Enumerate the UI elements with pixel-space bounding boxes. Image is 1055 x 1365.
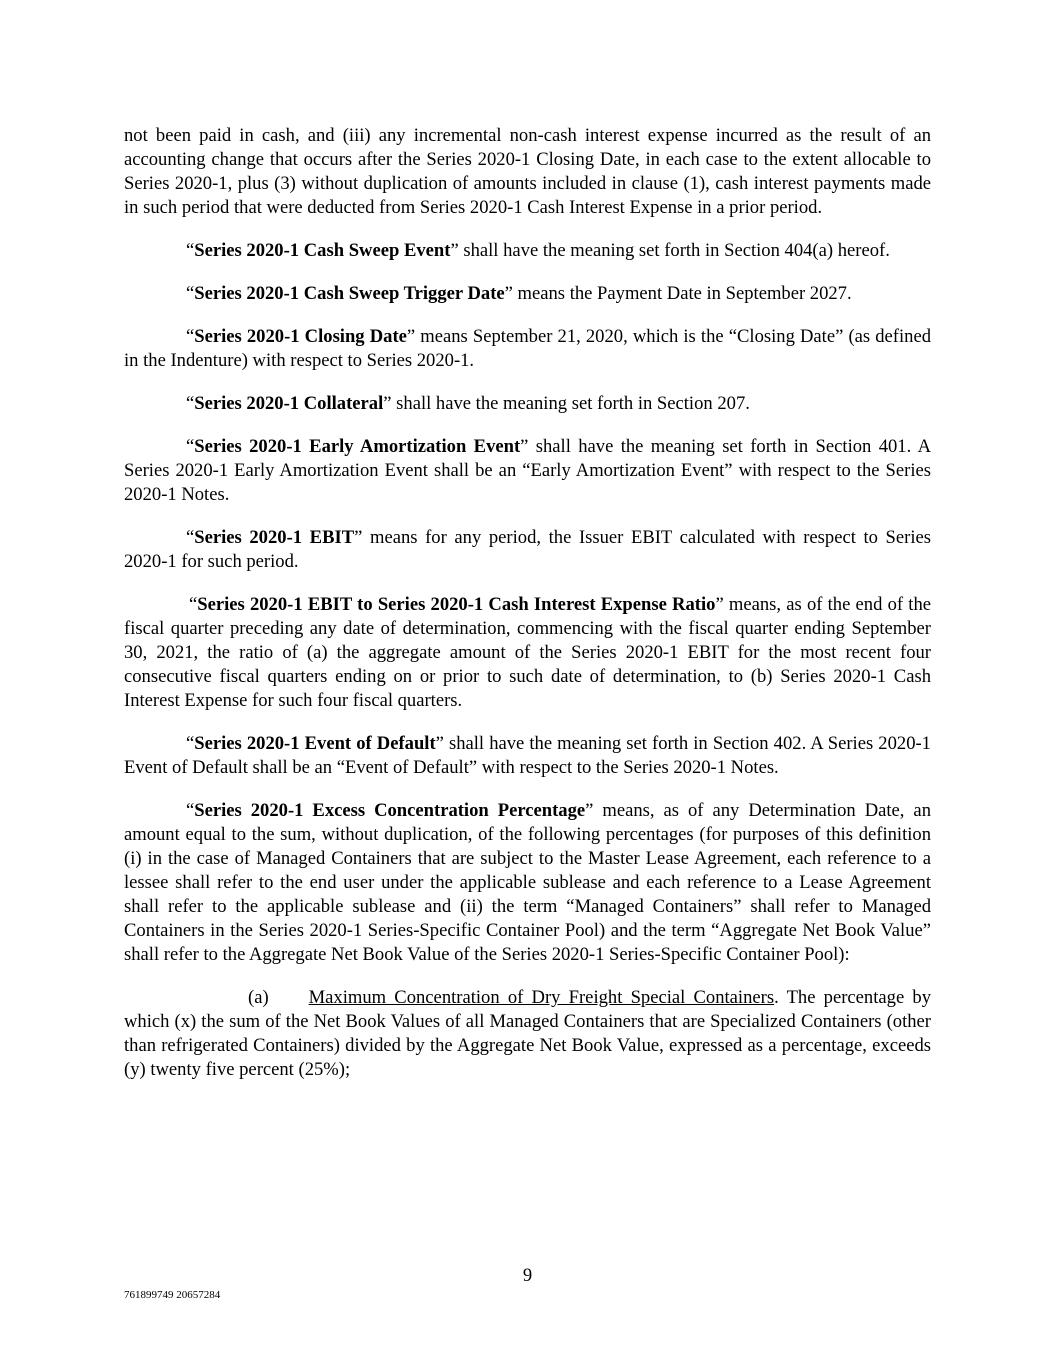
clause-a: (a) Maximum Concentration of Dry Freight Special Containers. The percentage by which (x) the sum of the Net Book Values of all Managed Containers that are Specialized Containers (other than refrigerated Containers) divided by the Aggregate Net Book Value, expressed as a percentage, exceeds (y) twenty five percent (25%); [124, 987, 931, 1080]
page-number: 9 [522, 1265, 533, 1286]
definition-ebit-ratio: “Series 2020-1 EBIT to Series 2020-1 Cash Interest Expense Ratio” means, as of the end of the fiscal quarter preceding any date of determination, commencing with the fiscal quarter ending September 30, 2021, the ratio of (a) the aggregate amount of the Series 2020-1 EBIT for the most recent four consecutive fiscal quarters ending on or prior to such date of determination, to (b) Series 2020-1 Cash Interest Expense for such four fiscal quarters. [124, 594, 932, 711]
document-body [124, 124, 931, 1082]
defined-term: Series 2020-1 Closing Date [194, 326, 407, 347]
definition-early-amortization-event: “Series 2020-1 Early Amortization Event” shall have the meaning set forth in Section 401. A Series 2020-1 Early Amortization Event shall be an “Early Amortization Event” with respect to the Series 2020-1 Notes. [124, 436, 932, 505]
defined-term: Series 2020-1 Event of Default [194, 733, 436, 754]
defined-term: Series 2020-1 Collateral [194, 393, 384, 414]
defined-term: Series 2020-1 EBIT [194, 527, 355, 548]
definition-collateral: “Series 2020-1 Collateral” shall have the meaning set forth in Section 207. [186, 393, 750, 414]
definition-ebit: “Series 2020-1 EBIT” means for any period, the Issuer EBIT calculated with respect to Series 2020-1 for such period. [124, 527, 931, 572]
document-id: 761899749 20657284 [124, 1289, 221, 1301]
definition-cash-sweep-event: “Series 2020-1 Cash Sweep Event” shall have the meaning set forth in Section 404(a) hereof. [186, 240, 890, 261]
defined-term: Series 2020-1 Excess Concentration Percentage [194, 800, 586, 821]
defined-term: Series 2020-1 Cash Sweep Trigger Date [194, 283, 505, 304]
clause-label: (a) [248, 987, 269, 1008]
defined-term: Series 2020-1 EBIT to Series 2020-1 Cash Interest Expense Ratio [197, 594, 716, 615]
defined-term: Series 2020-1 Early Amortization Event [194, 436, 521, 457]
definition-cash-sweep-trigger-date: “Series 2020-1 Cash Sweep Trigger Date” means the Payment Date in September 2027. [186, 283, 852, 304]
clause-heading: Maximum Concentration of Dry Freight Special Containers [308, 987, 775, 1008]
definition-closing-date: “Series 2020-1 Closing Date” means September 21, 2020, which is the “Closing Date” (as defined in the Indenture) with respect to Series 2020-1. [124, 326, 931, 371]
paragraph-continuation: not been paid in cash, and (iii) any incremental non-cash interest expense incurred as the result of an accounting change that occurs after the Series 2020-1 Closing Date, in each case to the extent allocable to Series 2020-1, plus (3) without duplication of amounts included in clause (1), cash interest payments made in such period that were deducted from Series 2020-1 Cash Interest Expense in a prior period. [124, 125, 931, 218]
definition-event-of-default: “Series 2020-1 Event of Default” shall have the meaning set forth in Section 402. A Series 2020-1 Event of Default shall be an “Event of Default” with respect to the Series 2020-1 Notes. [124, 733, 931, 778]
defined-term: Series 2020-1 Cash Sweep Event [194, 240, 451, 261]
definition-excess-concentration-percentage: “Series 2020-1 Excess Concentration Percentage” means, as of any Determination Date, an amount equal to the sum, without duplication, of the following percentages (for purposes of this definition (i) in the case of Managed Containers that are subject to the Master Lease Agreement, each reference to a lessee shall refer to the end user under the applicable sublease and each reference to a Lease Agreement shall refer to the applicable sublease and (ii) the term “Managed Containers” shall refer to Managed Containers in the Series 2020-1 Series-Specific Container Pool) and the term “Aggregate Net Book Value” shall refer to the Aggregate Net Book Value of the Series 2020-1 Series-Specific Container Pool): [124, 800, 931, 965]
